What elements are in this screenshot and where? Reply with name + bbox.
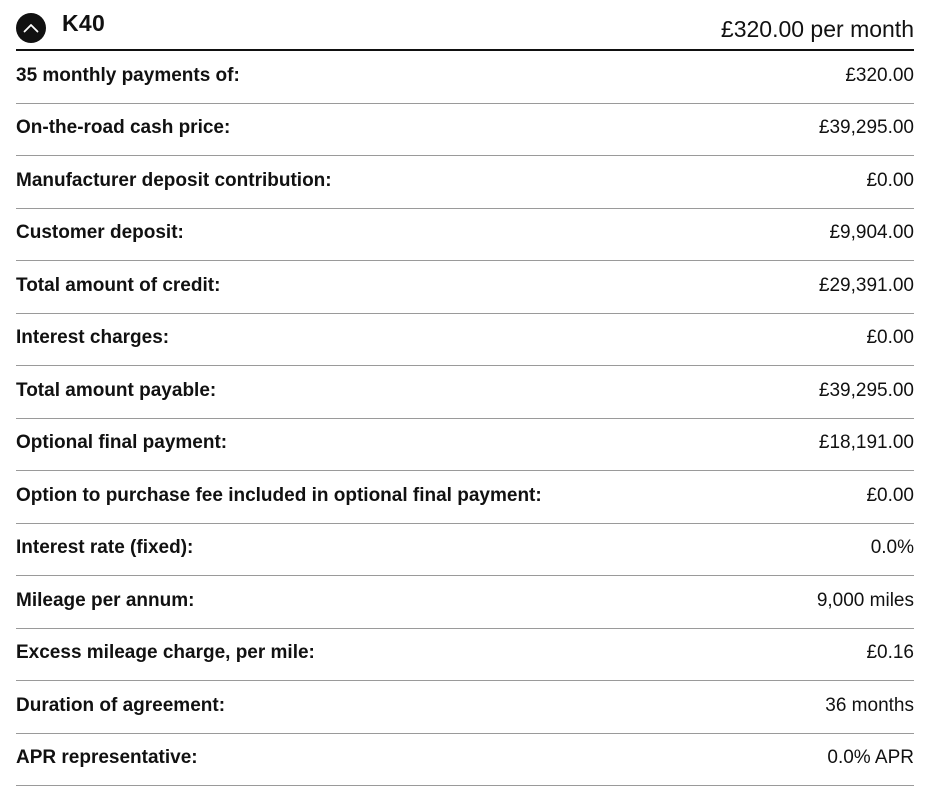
model-name: K40 <box>62 10 106 36</box>
finance-row <box>16 524 914 577</box>
finance-row <box>16 261 914 314</box>
row-label: Mileage per annum: <box>16 589 195 611</box>
row-value: 0.0% APR <box>827 747 914 769</box>
finance-row <box>16 681 914 734</box>
row-value: 0.0% <box>870 537 914 559</box>
finance-row <box>16 51 914 104</box>
row-label: Option to purchase fee included in optional final payment: <box>16 484 542 506</box>
row-label: APR representative: <box>16 747 198 769</box>
row-value: £0.16 <box>866 642 914 664</box>
row-label: Customer deposit: <box>16 222 184 244</box>
chevron-up-icon[interactable] <box>16 13 46 43</box>
row-label: On-the-road cash price: <box>16 117 231 139</box>
finance-row <box>16 314 914 367</box>
row-label: Optional final payment: <box>16 432 228 454</box>
row-label: Interest rate (fixed): <box>16 537 194 559</box>
row-value: 9,000 miles <box>816 589 914 611</box>
row-label: Duration of agreement: <box>16 694 226 716</box>
finance-row <box>16 366 914 419</box>
row-value: £39,295.00 <box>818 379 914 401</box>
finance-row <box>16 629 914 682</box>
finance-header[interactable] <box>16 0 914 51</box>
row-value: 36 months <box>825 694 914 716</box>
finance-row <box>16 734 914 787</box>
finance-details-panel <box>16 0 914 786</box>
finance-row <box>16 209 914 262</box>
row-value: £0.00 <box>866 484 914 506</box>
monthly-price: £320.00 per month <box>720 16 914 42</box>
row-value: £0.00 <box>866 327 914 349</box>
row-value: £9,904.00 <box>829 222 914 244</box>
row-label: Interest charges: <box>16 327 170 349</box>
finance-rows <box>16 51 914 786</box>
row-label: Total amount of credit: <box>16 274 221 296</box>
row-label: Total amount payable: <box>16 379 217 401</box>
row-label: Excess mileage charge, per mile: <box>16 642 315 664</box>
finance-row <box>16 156 914 209</box>
finance-row <box>16 471 914 524</box>
row-value: £29,391.00 <box>818 274 914 296</box>
row-value: £0.00 <box>866 169 914 191</box>
finance-row <box>16 419 914 472</box>
collapse-toggle[interactable] <box>16 10 106 43</box>
row-label: 35 monthly payments of: <box>16 64 240 86</box>
row-value: £39,295.00 <box>818 117 914 139</box>
finance-row <box>16 576 914 629</box>
row-value: £320.00 <box>845 64 914 86</box>
row-label: Manufacturer deposit contribution: <box>16 169 332 191</box>
row-value: £18,191.00 <box>818 432 914 454</box>
finance-row <box>16 104 914 157</box>
